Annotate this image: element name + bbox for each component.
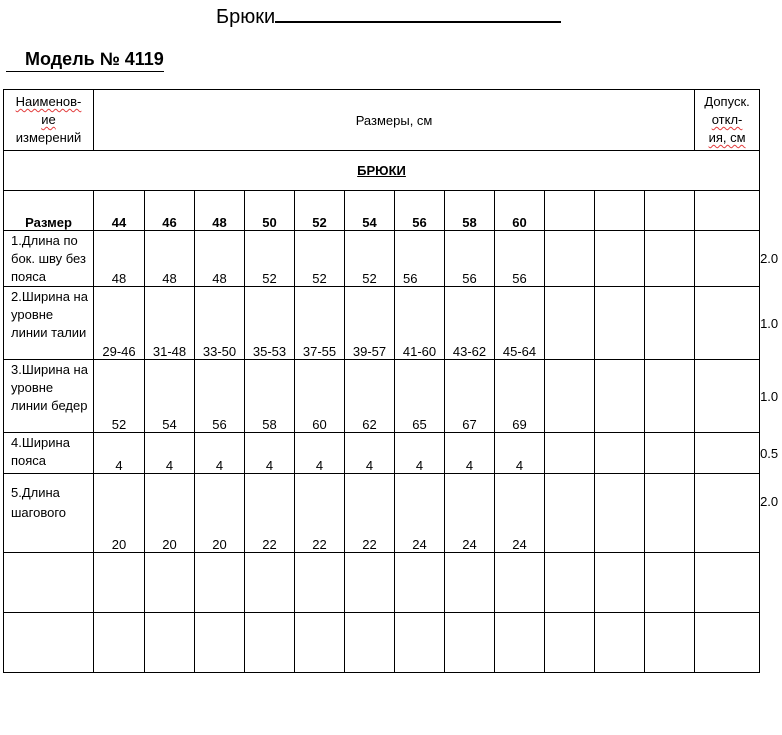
value-cell: 4	[495, 433, 545, 474]
value-cell	[695, 474, 760, 553]
value-cell: 69	[495, 360, 545, 433]
header-name-line3: измерений	[15, 130, 82, 145]
empty-row	[4, 613, 760, 673]
value-cell: 56	[195, 360, 245, 433]
value-cell	[695, 287, 760, 360]
value-cell: 52	[245, 231, 295, 287]
table-row: 3.Ширина на уровне линии бедер 52 54 56 58 60 62 65 67 69 1.0	[4, 360, 760, 433]
value-cell: 62	[345, 360, 395, 433]
value-cell: 67	[445, 360, 495, 433]
value-cell: 48	[145, 231, 195, 287]
value-cell: 22	[345, 474, 395, 553]
header-tol-line1: Допуск.	[704, 94, 750, 109]
value-cell: 56	[395, 231, 445, 287]
value-cell: 54	[145, 360, 195, 433]
value-cell: 22	[295, 474, 345, 553]
model-number: Модель № 4119	[6, 47, 164, 72]
value-cell: 4	[94, 433, 145, 474]
size-cell: 58	[445, 191, 495, 231]
measurement-label: 2.Ширина на уровне линии талии	[4, 287, 94, 360]
size-cell: 54	[345, 191, 395, 231]
size-cell: 60	[495, 191, 545, 231]
value-cell	[545, 474, 595, 553]
title-underline	[275, 3, 561, 23]
value-cell: 24	[445, 474, 495, 553]
value-cell: 56	[445, 231, 495, 287]
document-title	[216, 3, 561, 29]
header-name-line1: Наименов-	[15, 94, 82, 109]
size-cell: 52	[295, 191, 345, 231]
value-cell: 4	[345, 433, 395, 474]
value-cell	[545, 231, 595, 287]
value-cell: 20	[145, 474, 195, 553]
value-cell: 37-55	[295, 287, 345, 360]
size-cell: 44	[94, 191, 145, 231]
table-header-row	[4, 90, 760, 151]
value-cell: 4	[445, 433, 495, 474]
size-cell: 50	[245, 191, 295, 231]
value-cell	[695, 360, 760, 433]
header-tol-line2: откл-	[711, 112, 743, 127]
table-row: 1.Длина по бок. шву без пояса 48 48 48 52 52 52 56 56 56 2.0	[4, 231, 760, 287]
value-cell: 56	[495, 231, 545, 287]
value-cell: 4	[245, 433, 295, 474]
value-cell	[695, 433, 760, 474]
value-cell: 43-62	[445, 287, 495, 360]
value-cell	[595, 287, 645, 360]
value-cell: 52	[295, 231, 345, 287]
value-cell	[645, 287, 695, 360]
header-tol-line3: ия, см	[708, 130, 746, 145]
value-cell: 33-50	[195, 287, 245, 360]
value-cell: 4	[295, 433, 345, 474]
value-cell: 20	[195, 474, 245, 553]
value-cell: 24	[395, 474, 445, 553]
value-cell: 4	[145, 433, 195, 474]
measurement-label: 5.Длина шагового	[4, 474, 94, 553]
size-cell: 46	[145, 191, 195, 231]
value-cell: 60	[295, 360, 345, 433]
size-cell	[595, 191, 645, 231]
value-cell: 65	[395, 360, 445, 433]
value-cell	[595, 474, 645, 553]
value-cell	[545, 287, 595, 360]
size-cell	[545, 191, 595, 231]
size-cell: 48	[195, 191, 245, 231]
value-cell: 22	[245, 474, 295, 553]
value-cell: 48	[195, 231, 245, 287]
value-cell: 48	[94, 231, 145, 287]
value-cell: 29-46	[94, 287, 145, 360]
value-cell: 52	[94, 360, 145, 433]
value-cell: 52	[345, 231, 395, 287]
value-cell: 20	[94, 474, 145, 553]
table-row: 4.Ширина пояса 4 4 4 4 4 4 4 4 4 0.5	[4, 433, 760, 474]
value-cell: 58	[245, 360, 295, 433]
value-cell: 45-64	[495, 287, 545, 360]
size-cell	[695, 191, 760, 231]
value-cell: 31-48	[145, 287, 195, 360]
value-cell	[545, 360, 595, 433]
value-cell	[645, 474, 695, 553]
size-cell	[645, 191, 695, 231]
measurement-label: 4.Ширина пояса	[4, 433, 94, 474]
size-row	[4, 191, 760, 231]
header-tolerance	[695, 90, 760, 151]
value-cell: 39-57	[345, 287, 395, 360]
header-name-line2: ие	[41, 112, 56, 127]
value-cell	[645, 433, 695, 474]
document-title-text: Брюки	[216, 6, 276, 28]
value-cell: 41-60	[395, 287, 445, 360]
section-row	[4, 151, 760, 191]
measurement-label: 1.Длина по бок. шву без пояса	[4, 231, 94, 287]
table-row: 2.Ширина на уровне линии талии 29-46 31-48 33-50 35-53 37-55 39-57 41-60 43-62 45-64 1.0	[4, 287, 760, 360]
value-cell	[595, 231, 645, 287]
value-cell: 24	[495, 474, 545, 553]
value-cell	[595, 360, 645, 433]
value-cell	[695, 231, 760, 287]
header-measurement-name	[4, 90, 94, 151]
value-cell: 35-53	[245, 287, 295, 360]
value-cell	[645, 360, 695, 433]
value-cell: 4	[195, 433, 245, 474]
value-cell	[645, 231, 695, 287]
section-title	[4, 151, 760, 191]
value-cell: 4	[395, 433, 445, 474]
value-cell	[595, 433, 645, 474]
header-sizes: Размеры, см	[94, 90, 695, 151]
size-cell: 56	[395, 191, 445, 231]
measurement-label: 3.Ширина на уровне линии бедер	[4, 360, 94, 433]
empty-row	[4, 553, 760, 613]
table-row: 5.Длина шагового 20 20 20 22 22 22 24 24 24 2.0	[4, 474, 760, 553]
size-label: Размер	[4, 191, 94, 231]
section-title-text: БРЮКИ	[357, 163, 406, 178]
value-cell	[545, 433, 595, 474]
size-table	[3, 89, 779, 673]
